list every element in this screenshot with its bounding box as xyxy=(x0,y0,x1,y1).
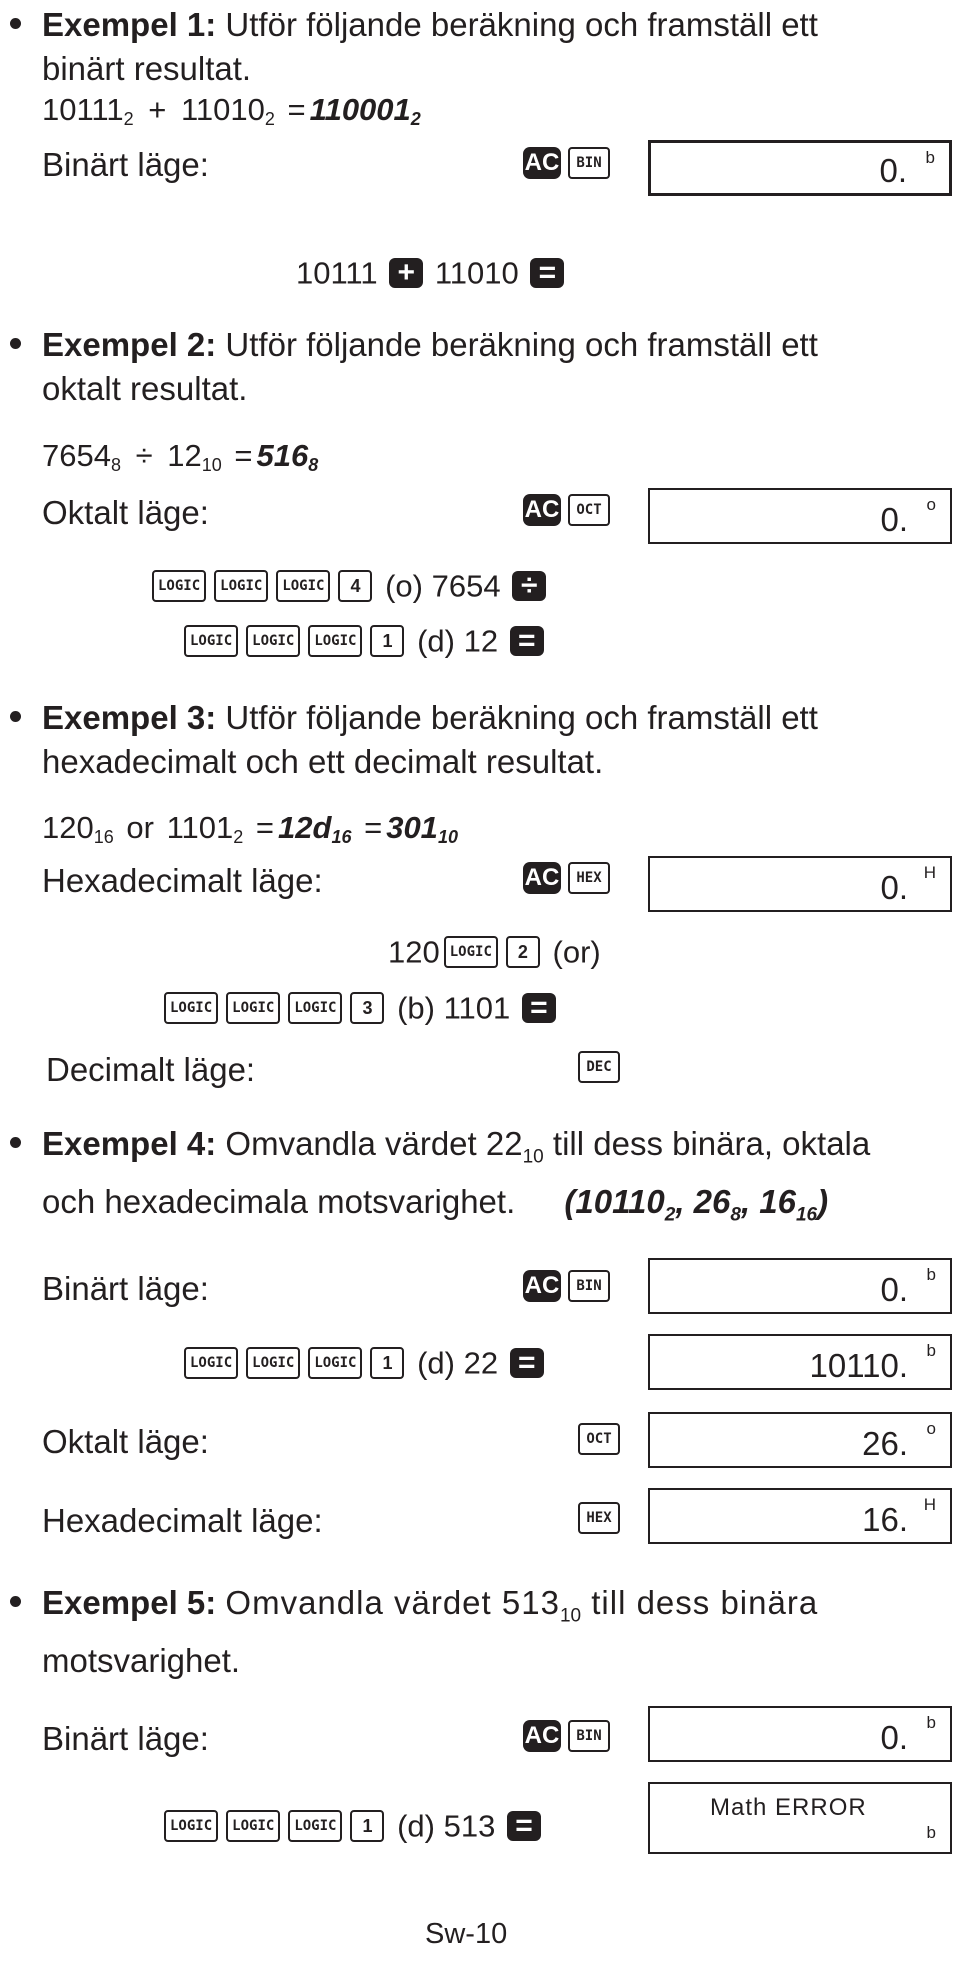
example-line: Utför följande beräkning och framställ ett xyxy=(225,6,818,43)
mode-label: Decimalt läge: xyxy=(46,1051,256,1088)
key-sequence xyxy=(180,623,547,657)
mode-indicator: H xyxy=(923,1495,936,1514)
answer-part: ) xyxy=(817,1182,829,1220)
mode-indicator: o xyxy=(926,495,936,514)
example-line: Omvandla värdet 22 xyxy=(225,1125,523,1162)
mode-keys xyxy=(520,1718,614,1752)
mode-label: Oktalt läge: xyxy=(42,494,209,531)
base-subscript: 10 xyxy=(201,455,222,475)
key-annotation: (or) xyxy=(552,934,601,970)
operand: 11010 xyxy=(180,92,265,127)
example-3-text xyxy=(42,696,818,784)
example-label: Exempel 5: xyxy=(42,1584,217,1621)
base-subscript: 10 xyxy=(522,1146,544,1168)
operator: ÷ xyxy=(135,438,153,473)
bullet-icon xyxy=(10,338,21,349)
equals-sign: = xyxy=(287,92,306,127)
example-line: till dess binära xyxy=(581,1584,819,1621)
bullet-icon xyxy=(10,1137,21,1148)
key-sequence xyxy=(296,255,567,291)
display-value: 26. xyxy=(862,1425,908,1462)
mode-label: Hexadecimalt läge: xyxy=(42,862,323,899)
logic-key[interactable]: LOGIC xyxy=(288,992,342,1024)
key-annotation: (d) 22 xyxy=(417,1345,499,1381)
equals-sign: = xyxy=(234,438,253,473)
error-message: Math ERROR xyxy=(710,1794,867,1821)
base-subscript: 10 xyxy=(559,1605,582,1627)
number-key-1[interactable]: 1 xyxy=(370,1347,404,1379)
ac-key[interactable]: AC xyxy=(523,147,561,179)
logic-key[interactable]: LOGIC xyxy=(276,570,330,602)
logic-key[interactable]: LOGIC xyxy=(308,625,362,657)
mode-indicator: H xyxy=(923,863,936,882)
mode-indicator: o xyxy=(926,1419,936,1438)
display-value: 0. xyxy=(880,869,908,906)
result-value: 301 xyxy=(386,810,438,845)
example-line: Utför följande beräkning och framställ ett xyxy=(225,699,818,736)
mode-keys xyxy=(574,1421,624,1455)
number-key-1[interactable]: 1 xyxy=(370,625,404,657)
number-key-3[interactable]: 3 xyxy=(350,992,384,1024)
operator: or xyxy=(126,810,154,845)
plus-key[interactable]: + xyxy=(389,258,423,288)
equals-sign: = xyxy=(364,810,383,845)
logic-key[interactable]: LOGIC xyxy=(246,625,300,657)
bin-key[interactable]: BIN xyxy=(568,1720,610,1752)
result-value: 110001 xyxy=(309,92,411,127)
calculator-display xyxy=(648,1488,952,1544)
base-subscript: 10 xyxy=(437,827,458,847)
operator: + xyxy=(148,92,167,127)
base-subscript: 2 xyxy=(410,109,421,129)
oct-key[interactable]: OCT xyxy=(568,494,610,526)
example-line: Utför följande beräkning och framställ ett xyxy=(225,326,818,363)
equals-key[interactable]: = xyxy=(510,1348,544,1378)
mode-keys xyxy=(520,492,614,526)
calculator-display xyxy=(648,1258,952,1314)
example-4-text xyxy=(42,1122,870,1237)
bullet-icon xyxy=(10,1596,21,1607)
operand: 120 xyxy=(42,810,94,845)
base-subscript: 2 xyxy=(123,109,134,129)
mode-label: Binärt läge: xyxy=(42,1270,209,1307)
base-subscript: 16 xyxy=(331,827,352,847)
result-value: 516 xyxy=(256,438,309,473)
mode-indicator: b xyxy=(926,1265,936,1284)
calculator-display xyxy=(648,1334,952,1390)
calculator-display xyxy=(648,140,952,196)
bullet-icon xyxy=(10,18,21,29)
divide-key[interactable]: ÷ xyxy=(512,571,546,601)
equals-sign: = xyxy=(255,810,275,845)
base-subscript: 16 xyxy=(795,1204,818,1226)
mode-label: Oktalt läge: xyxy=(42,1423,209,1460)
key-sequence xyxy=(388,934,601,968)
dec-key[interactable]: DEC xyxy=(578,1051,620,1083)
logic-key[interactable]: LOGIC xyxy=(226,992,280,1024)
mode-label: Hexadecimalt läge: xyxy=(42,1502,323,1539)
example-line: och hexadecimala motsvarighet. xyxy=(42,1182,516,1220)
key-sequence xyxy=(180,1345,547,1379)
number-key-4[interactable]: 4 xyxy=(338,570,372,602)
number-key-1[interactable]: 1 xyxy=(350,1810,384,1842)
display-value: 16. xyxy=(862,1501,908,1538)
example-line: binärt resultat. xyxy=(42,50,252,87)
ac-key[interactable]: AC xyxy=(523,494,561,526)
example-1-text xyxy=(42,3,818,91)
logic-key[interactable]: LOGIC xyxy=(308,1347,362,1379)
example-line: motsvarighet. xyxy=(42,1641,241,1679)
display-value: 10110. xyxy=(809,1347,908,1384)
key-sequence xyxy=(160,990,559,1024)
key-annotation: (d) 12 xyxy=(417,623,499,659)
hex-key[interactable]: HEX xyxy=(578,1502,620,1534)
number-input: 120 xyxy=(388,934,440,970)
logic-key[interactable]: LOGIC xyxy=(246,1347,300,1379)
example-2-text xyxy=(42,323,818,411)
answer-part: (10110 xyxy=(564,1182,665,1220)
key-sequence xyxy=(160,1808,544,1842)
page-number: Sw-10 xyxy=(425,1918,508,1950)
logic-key[interactable]: LOGIC xyxy=(226,1810,280,1842)
display-value: 0. xyxy=(879,152,907,189)
example-2-formula xyxy=(42,440,318,474)
mode-keys xyxy=(574,1049,624,1083)
example-1-formula xyxy=(42,94,421,128)
equals-key[interactable]: = xyxy=(510,626,544,656)
mode-keys xyxy=(520,145,614,179)
calculator-display xyxy=(648,488,952,544)
base-subscript: 8 xyxy=(730,1204,741,1226)
equals-key[interactable]: = xyxy=(507,1811,541,1841)
key-annotation: (b) 1101 xyxy=(397,990,511,1026)
example-label: Exempel 1: xyxy=(42,6,217,43)
ac-key[interactable]: AC xyxy=(523,1720,561,1752)
example-line: till dess binära, oktala xyxy=(543,1125,871,1162)
answer-part: , 16 xyxy=(740,1182,796,1220)
mode-indicator: b xyxy=(926,1823,936,1842)
example-answer xyxy=(564,1182,829,1226)
logic-key[interactable]: LOGIC xyxy=(288,1810,342,1842)
bullet-icon xyxy=(10,711,21,722)
base-subscript: 2 xyxy=(233,827,244,847)
example-label: Exempel 4: xyxy=(42,1125,217,1162)
example-label: Exempel 3: xyxy=(42,699,217,736)
display-value: 0. xyxy=(880,501,908,538)
example-line: Omvandla värdet 513 xyxy=(225,1584,560,1621)
example-3-formula xyxy=(42,812,458,846)
logic-key[interactable]: LOGIC xyxy=(184,625,238,657)
operand: 7654 xyxy=(42,438,111,473)
calculator-display xyxy=(648,856,952,912)
key-annotation: (d) 513 xyxy=(397,1808,496,1844)
logic-key[interactable]: LOGIC xyxy=(164,992,218,1024)
logic-key[interactable]: LOGIC xyxy=(164,1810,218,1842)
hex-key[interactable]: HEX xyxy=(568,862,610,894)
result-value: 12d xyxy=(278,810,332,845)
mode-indicator: b xyxy=(925,148,935,167)
mode-label: Binärt läge: xyxy=(42,146,209,183)
operand: 1101 xyxy=(166,810,234,845)
operand: 10111 xyxy=(42,92,124,127)
logic-key[interactable]: LOGIC xyxy=(152,570,206,602)
ac-key[interactable]: AC xyxy=(523,1270,561,1302)
number-input: 11010 xyxy=(434,255,519,291)
base-subscript: 8 xyxy=(110,455,121,475)
logic-key[interactable]: LOGIC xyxy=(444,936,498,968)
answer-part: , 26 xyxy=(675,1182,731,1220)
equals-key[interactable]: = xyxy=(522,993,556,1023)
calculator-display xyxy=(648,1706,952,1762)
operand: 12 xyxy=(167,438,202,473)
mode-keys xyxy=(520,860,614,894)
logic-key[interactable]: LOGIC xyxy=(214,570,268,602)
equals-key[interactable]: = xyxy=(530,258,564,288)
mode-keys xyxy=(520,1268,614,1302)
calculator-display xyxy=(648,1412,952,1468)
number-input: 10111 xyxy=(296,255,378,291)
mode-keys xyxy=(574,1500,624,1534)
mode-label: Binärt läge: xyxy=(42,1720,209,1757)
key-annotation: (o) 7654 xyxy=(385,568,501,604)
example-label: Exempel 2: xyxy=(42,326,217,363)
key-sequence xyxy=(148,568,549,602)
base-subscript: 8 xyxy=(308,455,319,475)
display-value: 0. xyxy=(880,1271,908,1308)
ac-key[interactable]: AC xyxy=(523,862,561,894)
number-key-2[interactable]: 2 xyxy=(506,936,540,968)
example-5-text xyxy=(42,1581,818,1683)
mode-indicator: b xyxy=(926,1713,936,1732)
bin-key[interactable]: BIN xyxy=(568,147,610,179)
logic-key[interactable]: LOGIC xyxy=(184,1347,238,1379)
display-value: 0. xyxy=(880,1719,908,1756)
base-subscript: 2 xyxy=(264,109,275,129)
base-subscript: 16 xyxy=(93,827,114,847)
example-line: oktalt resultat. xyxy=(42,370,248,407)
base-subscript: 2 xyxy=(664,1204,676,1226)
oct-key[interactable]: OCT xyxy=(578,1423,620,1455)
calculator-display xyxy=(648,1782,952,1854)
bin-key[interactable]: BIN xyxy=(568,1270,610,1302)
example-line: hexadecimalt och ett decimalt resultat. xyxy=(42,743,604,780)
mode-indicator: b xyxy=(926,1341,936,1360)
